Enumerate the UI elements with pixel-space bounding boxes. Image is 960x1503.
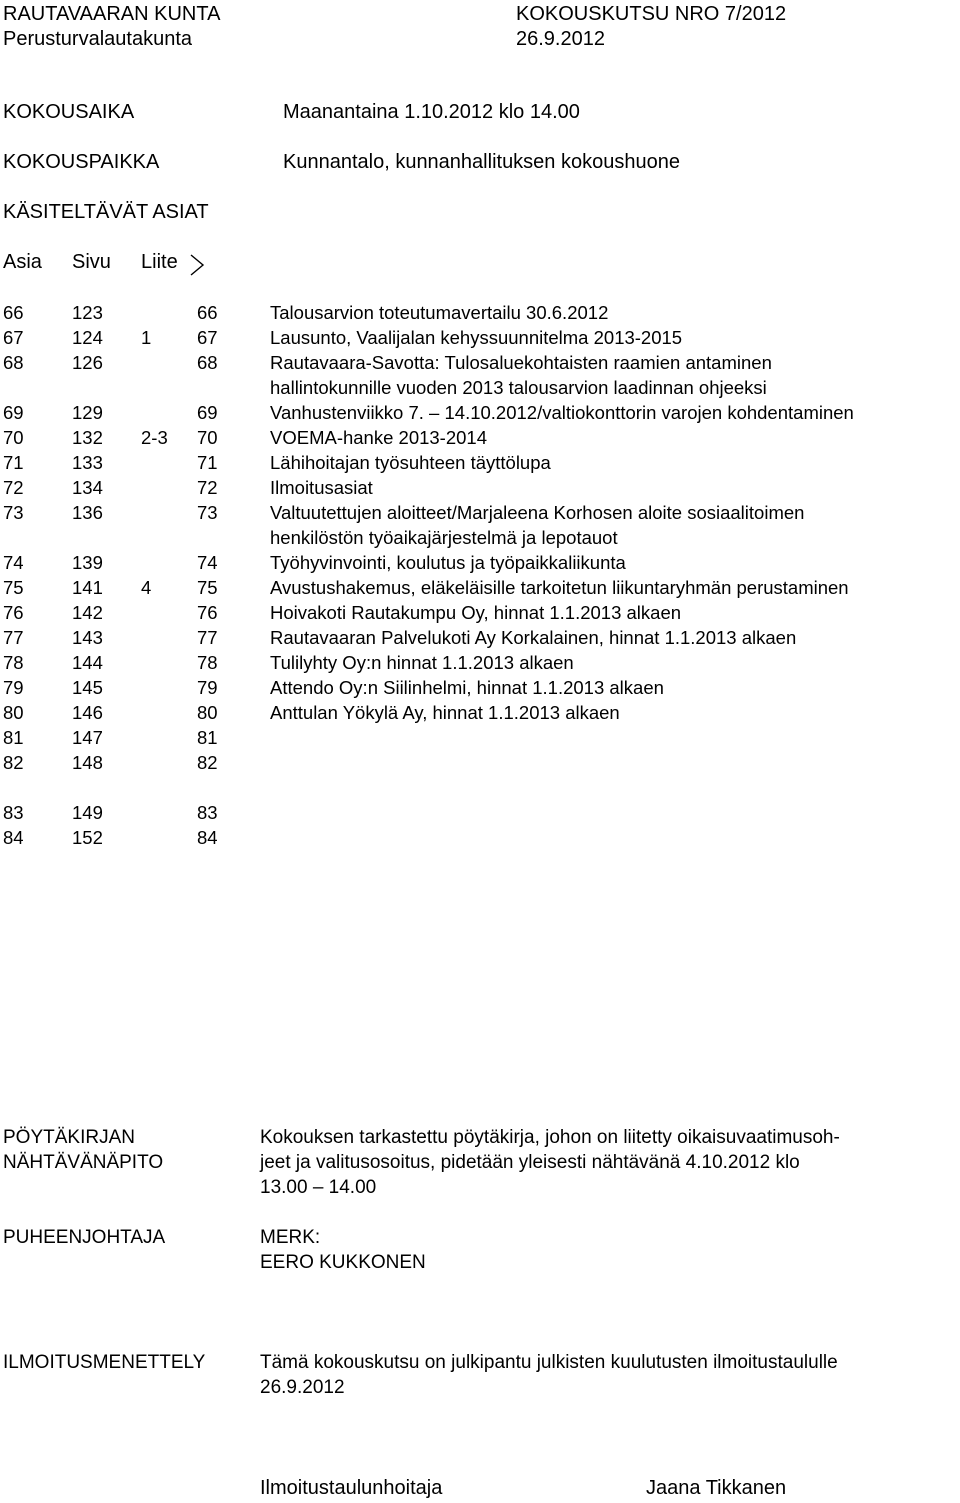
meeting-time-label: KOKOUSAIKA [3, 101, 135, 123]
agenda-item-number: 84 [3, 827, 24, 848]
agenda-item-number: 81 [3, 727, 24, 748]
agenda-item-number: 72 [3, 477, 24, 498]
agenda-row [0, 327, 960, 352]
agenda-item-page: 132 [72, 427, 103, 448]
minutes-label-line1: PÖYTÄKIRJAN [3, 1127, 135, 1148]
meeting-place-label: KOKOUSPAIKKA [3, 151, 160, 173]
agenda-item-liite: 74 [197, 552, 218, 573]
chair-label: PUHEENJOHTAJA [3, 1227, 166, 1248]
agenda-item-attachment: 4 [141, 577, 152, 598]
agenda-row [0, 677, 960, 702]
meeting-place-value: Kunnantalo, kunnanhallituksen kokoushuone [283, 151, 680, 173]
agenda-item-liite: 78 [197, 652, 218, 673]
chair-text-line1: MERK: [260, 1227, 321, 1248]
agenda-item-attachment: 2-3 [141, 427, 168, 448]
agenda-item-liite: 82 [197, 752, 218, 773]
agenda-item-page: 142 [72, 602, 103, 623]
agenda-item-number: 82 [3, 752, 24, 773]
agenda-item-number: 71 [3, 452, 24, 473]
agenda-item-liite: 68 [197, 352, 218, 373]
agenda-item-liite: 75 [197, 577, 218, 598]
agenda-item-number: 77 [3, 627, 24, 648]
agenda-item-page: 152 [72, 827, 103, 848]
chair-text-line2: EERO KUKKONEN [260, 1252, 426, 1273]
agenda-row [0, 302, 960, 327]
agenda-item-liite: 71 [197, 452, 218, 473]
minutes-label-line2: NÄHTÄVÄNÄPITO [3, 1152, 164, 1173]
agenda-item-liite: 77 [197, 627, 218, 648]
agenda-item-title: Tulilyhty Oy:n hinnat 1.1.2013 alkaen [270, 652, 574, 673]
agenda-item-liite: 80 [197, 702, 218, 723]
agenda-item-liite: 72 [197, 477, 218, 498]
agenda-item-page: 146 [72, 702, 103, 723]
agenda-row [0, 452, 960, 477]
agenda-item-liite: 76 [197, 602, 218, 623]
agenda-item-page: 134 [72, 477, 103, 498]
agenda-item-liite: 70 [197, 427, 218, 448]
agenda-item-number: 75 [3, 577, 24, 598]
agenda-item-page: 144 [72, 652, 103, 673]
agenda-item-title: Rautavaara-Savotta: Tulosaluekohtaisten raamien antaminen [270, 352, 772, 373]
agenda-row [0, 477, 960, 502]
org-name: RAUTAVAARAN KUNTA [3, 3, 221, 25]
agenda-item-title: hallintokunnille vuoden 2013 talousarvion laadinnan ohjeeksi [270, 377, 767, 398]
minutes-text-line3: 13.00 – 14.00 [260, 1177, 377, 1198]
agenda-item-number: 80 [3, 702, 24, 723]
agenda-row [0, 552, 960, 577]
notice-number: KOKOUSKUTSU NRO 7/2012 [516, 3, 787, 25]
agenda-item-number: 70 [3, 427, 24, 448]
chevron-right-icon [188, 253, 206, 277]
agenda-item-page: 147 [72, 727, 103, 748]
minutes-text-line1: Kokouksen tarkastettu pöytäkirja, johon on liitetty oikaisuvaatimusoh- [260, 1127, 840, 1148]
agenda-item-number: 74 [3, 552, 24, 573]
announce-text-line2: 26.9.2012 [260, 1377, 345, 1398]
announce-text-line1: Tämä kokouskutsu on julkipantu julkisten kuulutusten ilmoitustaululle [260, 1352, 838, 1373]
agenda-row [0, 602, 960, 627]
agenda-item-title: Anttulan Yökylä Ay, hinnat 1.1.2013 alkaen [270, 702, 620, 723]
agenda-row [0, 727, 960, 752]
agenda-item-title: Valtuutettujen aloitteet/Marjaleena Korhosen aloite sosiaalitoimen [270, 502, 805, 523]
agenda-item-page: 149 [72, 802, 103, 823]
board-name: Perusturvalautakunta [3, 28, 193, 50]
agenda-row [0, 352, 960, 402]
agenda-item-title: Lähihoitajan työsuhteen täyttölupa [270, 452, 551, 473]
agenda-item-number: 73 [3, 502, 24, 523]
agenda-item-page: 123 [72, 302, 103, 323]
agenda-item-title: Ilmoitusasiat [270, 477, 373, 498]
agenda-item-liite: 69 [197, 402, 218, 423]
section-title: KÄSITELTÄVÄT ASIAT [3, 201, 209, 223]
agenda-item-number: 67 [3, 327, 24, 348]
board-keeper-name: Jaana Tikkanen [646, 1477, 787, 1499]
agenda-row [0, 652, 960, 677]
agenda-item-number: 69 [3, 402, 24, 423]
agenda-item-page: 141 [72, 577, 103, 598]
agenda-item-liite: 81 [197, 727, 218, 748]
agenda-item-number: 66 [3, 302, 24, 323]
agenda-item-title: Työhyvinvointi, koulutus ja työpaikkaliikunta [270, 552, 626, 573]
agenda-item-title: Attendo Oy:n Siilinhelmi, hinnat 1.1.2013 alkaen [270, 677, 664, 698]
agenda-row [0, 827, 960, 852]
agenda-item-title: Lausunto, Vaalijalan kehyssuunnitelma 2013-2015 [270, 327, 683, 348]
agenda-item-number: 79 [3, 677, 24, 698]
announce-label: ILMOITUSMENETTELY [3, 1352, 206, 1373]
agenda-row [0, 427, 960, 452]
board-keeper-label: Ilmoitustaulunhoitaja [260, 1477, 443, 1499]
agenda-item-title: Rautavaaran Palvelukoti Ay Korkalainen, hinnat 1.1.2013 alkaen [270, 627, 797, 648]
agenda-item-liite: 67 [197, 327, 218, 348]
agenda-item-page: 136 [72, 502, 103, 523]
agenda-item-page: 129 [72, 402, 103, 423]
agenda-row [0, 802, 960, 827]
agenda-item-page: 148 [72, 752, 103, 773]
col-header-sivu: Sivu [72, 251, 111, 273]
agenda-item-title: VOEMA-hanke 2013-2014 [270, 427, 487, 448]
agenda-item-page: 139 [72, 552, 103, 573]
agenda-item-title: Avustushakemus, eläkeläisille tarkoitetun liikuntaryhmän perustaminen [270, 577, 849, 598]
agenda-item-page: 133 [72, 452, 103, 473]
agenda-item-title: Talousarvion toteutumavertailu 30.6.2012 [270, 302, 609, 323]
agenda-row [0, 627, 960, 652]
agenda-row [0, 702, 960, 727]
agenda-item-page: 143 [72, 627, 103, 648]
agenda-item-number: 68 [3, 352, 24, 373]
agenda-item-page: 124 [72, 327, 103, 348]
minutes-text-line2: jeet ja valitusosoitus, pidetään yleisesti nähtävänä 4.10.2012 klo [260, 1152, 800, 1173]
agenda-item-number: 76 [3, 602, 24, 623]
agenda-item-liite: 83 [197, 802, 218, 823]
agenda-item-liite: 66 [197, 302, 218, 323]
agenda-item-title: Vanhustenviikko 7. – 14.10.2012/valtiokonttorin varojen kohdentaminen [270, 402, 854, 423]
agenda-row [0, 752, 960, 777]
agenda-row [0, 577, 960, 602]
agenda-item-liite: 84 [197, 827, 218, 848]
col-header-asia: Asia [3, 251, 42, 273]
agenda-item-title: henkilöstön työaikajärjestelmä ja lepotauot [270, 527, 618, 548]
agenda-item-attachment: 1 [141, 327, 152, 348]
agenda-item-number: 78 [3, 652, 24, 673]
agenda-item-title: Hoivakoti Rautakumpu Oy, hinnat 1.1.2013 alkaen [270, 602, 682, 623]
agenda-row [0, 402, 960, 427]
agenda-row [0, 502, 960, 552]
agenda-item-page: 126 [72, 352, 103, 373]
agenda-item-page: 145 [72, 677, 103, 698]
meeting-time-value: Maanantaina 1.10.2012 klo 14.00 [283, 101, 580, 123]
notice-date: 26.9.2012 [516, 28, 605, 50]
col-header-liite: Liite [141, 251, 178, 273]
agenda-item-number: 83 [3, 802, 24, 823]
agenda-item-liite: 73 [197, 502, 218, 523]
agenda-item-liite: 79 [197, 677, 218, 698]
